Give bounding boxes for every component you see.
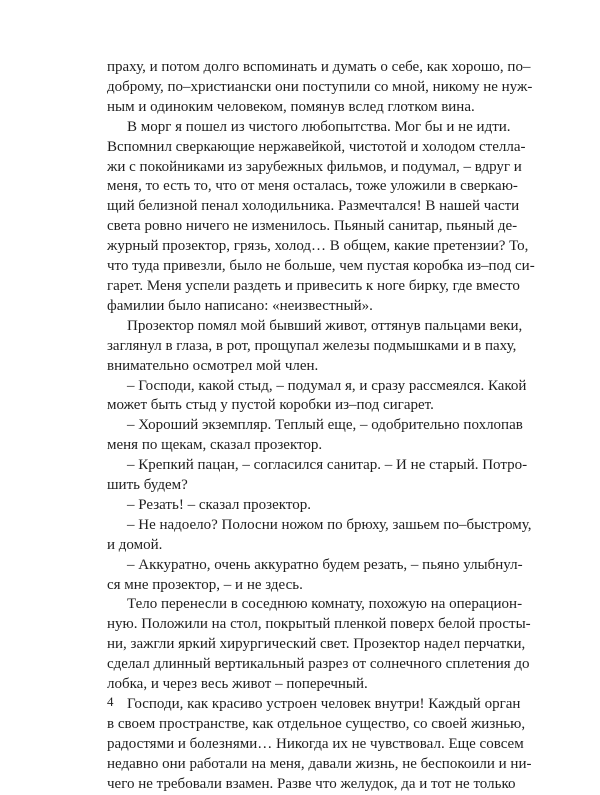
text-line: ную. Положили на стол, покрытый пленкой поверх белой просты- (107, 616, 531, 633)
paragraph (107, 595, 531, 695)
text-line: праху, и потом долго вспоминать и думать о себе, как хорошо, по– (107, 59, 531, 75)
text-line: – Аккуратно, очень аккуратно будем резать, – пьяно улыбнул- (127, 556, 523, 573)
text-line: недавно они работали на меня, давали жизнь, не беспокоили и ни- (107, 755, 532, 772)
text-line: радостями и болезнями… Никогда их не чувствовал. Еще совсем (107, 735, 524, 752)
text-line: ным и одиноким человеком, помянув вслед глотком вина. (107, 98, 475, 115)
page-number: 4 (107, 694, 114, 709)
text-line: заглянул в глаза, в рот, прощупал железы подмышками и в паху, (107, 337, 517, 354)
text-line: в своем пространстве, как отдельное существо, со своей жизнью, (107, 715, 526, 732)
text-line: Господи, как красиво устроен человек внутри! Каждый орган (127, 696, 521, 712)
text-line: ся мне прозектор, – и не здесь. (107, 576, 303, 593)
paragraph (107, 496, 507, 516)
text-line: жи с покойниками из зарубежных фильмов, и подумал, – вдруг и (107, 158, 522, 175)
text-line: шить будем? (107, 477, 188, 494)
text-line: – Господи, какой стыд, – подумал я, и сразу рассмеялся. Какой (127, 377, 527, 394)
text-line: гарет. Меня успели раздеть и привесить к ноге бирку, где вместо (107, 277, 520, 294)
paragraph (107, 377, 527, 417)
text-line: Вспомнил сверкающие нержавейкой, чистотой и холодом стелла- (107, 138, 526, 155)
text-line: ни, зажгли яркий хирургический свет. Прозектор надел перчатки, (107, 636, 526, 653)
text-line: и домой. (107, 536, 163, 553)
text-line: меня по щекам, сказал прозектор. (107, 437, 323, 454)
text-line: может быть стыд у пустой коробки из–под сигарет. (107, 397, 434, 414)
text-line: лобка, и через весь живот – поперечный. (107, 676, 368, 693)
paragraph (107, 456, 528, 496)
paragraph (107, 58, 533, 118)
text-line: Прозектор помял мой бывший живот, оттянув пальцами веки, (127, 317, 523, 334)
text-line: сделал длинный вертикальный разрез от солнечного сплетения до (107, 656, 530, 673)
paragraph (107, 118, 535, 317)
text-line: Тело перенесли в соседнюю комнату, похожую на операцион- (127, 596, 523, 613)
text-line: чего не требовали взамен. Разве что желудок, да и тот не только (107, 775, 516, 792)
paragraph (107, 695, 532, 795)
text-line: света ровно ничего не изменилось. Пьяный санитар, пьяный де- (107, 218, 518, 235)
text-line: меня, то есть то, что от меня осталась, тоже уложили в сверкаю- (107, 178, 518, 195)
text-line: – Крепкий пацан, – согласился санитар. – И не старый. Потро- (127, 457, 528, 474)
body-text (107, 58, 535, 795)
text-line: внимательно осмотрел мой член. (107, 357, 319, 374)
paragraph (107, 416, 523, 456)
text-line: журный прозектор, грязь, холод… В общем, какие претензии? То, (107, 238, 529, 255)
text-line: В морг я пошел из чистого любопытства. Мог бы и не идти. (127, 118, 511, 135)
text-line: – Хороший экземпляр. Теплый еще, – одобрительно похлопав (127, 417, 523, 434)
text-line: щий белизной пенал холодильника. Размечтался! В нашей части (107, 198, 520, 215)
text-line: фамилии было написано: «неизвестный». (107, 297, 373, 314)
paragraph (107, 516, 532, 556)
text-line: что туда привезли, было не больше, чем пустая коробка из–под си- (107, 258, 535, 275)
paragraph (107, 556, 523, 596)
text-line: – Не надоело? Полосни ножом по брюху, зашьем по–быстрому, (127, 516, 532, 533)
text-line: доброму, по–христиански они поступили со мной, никому не нуж- (107, 78, 533, 95)
text-line: – Резать! – сказал прозектор. (127, 496, 311, 513)
paragraph (107, 317, 523, 377)
